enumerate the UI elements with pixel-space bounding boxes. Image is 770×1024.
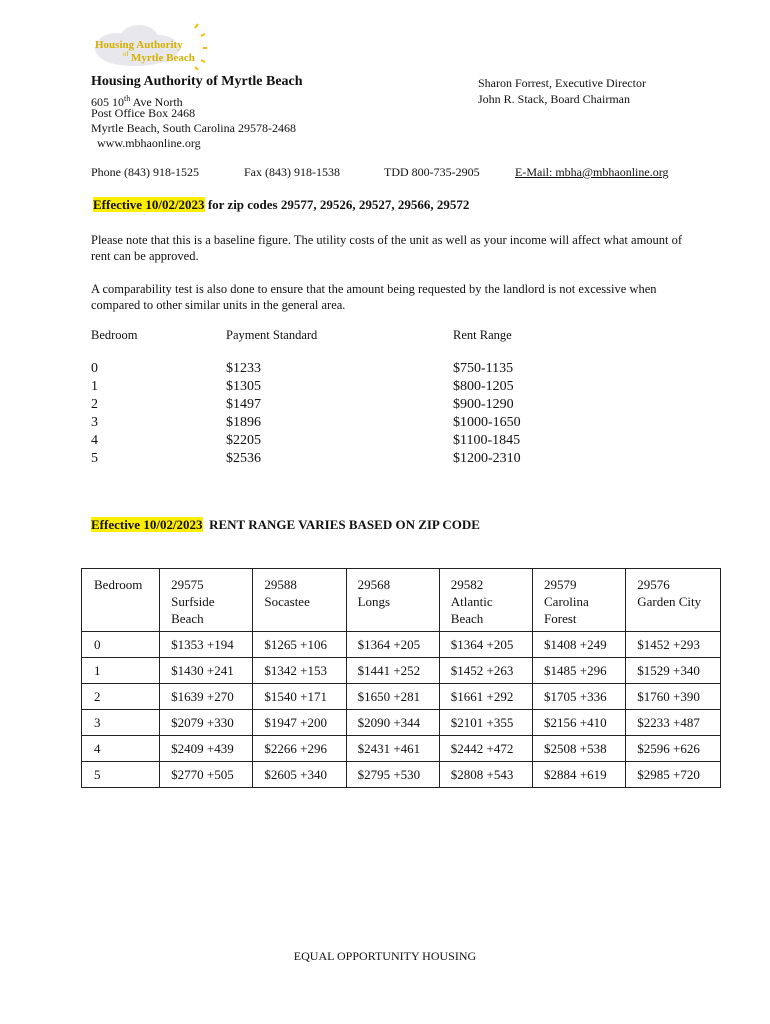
rent-cell: $1441 +252	[346, 658, 439, 684]
rent-range-list	[453, 360, 521, 468]
rent-cell: $2770 +505	[160, 762, 253, 788]
effective-date-heading-1: Effective 10/02/2023 for zip codes 29577, 29526, 29527, 29566, 29572	[93, 197, 470, 212]
table-row	[82, 736, 721, 762]
rent-cell: $2596 +626	[626, 736, 721, 762]
website-link[interactable]: www.mbhaonline.org	[97, 136, 201, 150]
payment-standard-value: $1896	[226, 415, 261, 430]
rent-cell: $2090 +344	[346, 710, 439, 736]
housing-authority-logo	[87, 20, 207, 70]
table-header-row	[82, 569, 721, 632]
email-link[interactable]: E-Mail: mbha@mbhaonline.org	[515, 165, 669, 179]
payment-standard-value: $2536	[226, 451, 261, 466]
bedroom-value: 2	[91, 397, 98, 412]
rent-cell: $2884 +619	[533, 762, 626, 788]
payment-standard-value: $1497	[226, 397, 261, 412]
rent-cell: $1485 +296	[533, 658, 626, 684]
table-row	[82, 632, 721, 658]
zip-header-cell: 29575 Surfside Beach	[160, 569, 253, 632]
equal-opportunity-footer: EQUAL OPPORTUNITY HOUSING	[293, 949, 477, 963]
rent-cell: $2808 +543	[439, 762, 532, 788]
payment-standard-column-header: Payment Standard	[226, 328, 318, 342]
rent-cell: $2101 +355	[439, 710, 532, 736]
rent-cell: $1353 +194	[160, 632, 253, 658]
rent-cell: $2985 +720	[626, 762, 721, 788]
rent-cell: $1408 +249	[533, 632, 626, 658]
zip-header-cell: 29568 Longs	[346, 569, 439, 632]
zip-header-cell: 29579 Carolina Forest	[533, 569, 626, 632]
bedroom-value: 3	[91, 415, 98, 430]
rent-cell: $2266 +296	[253, 736, 346, 762]
payment-standard-value: $1305	[226, 379, 261, 394]
rent-cell: $1529 +340	[626, 658, 721, 684]
zip-rent-table	[81, 568, 721, 788]
rent-range-value: $800-1205	[453, 379, 514, 394]
rent-cell: $2605 +340	[253, 762, 346, 788]
rent-cell: $2079 +330	[160, 710, 253, 736]
rent-cell: $1430 +241	[160, 658, 253, 684]
address-line-2: Post Office Box 2468	[91, 106, 196, 120]
rent-range-value: $1000-1650	[453, 415, 521, 430]
address-line-3: Myrtle Beach, South Carolina 29578-2468	[91, 121, 296, 135]
comparability-note: A comparability test is also done to ensure that the amount being requested by the landlord is not excessive when compared to other similar units in the general area.	[91, 282, 657, 312]
payment-standard-value: $1233	[226, 361, 261, 376]
rent-cell: $2795 +530	[346, 762, 439, 788]
rent-cell: $1639 +270	[160, 684, 253, 710]
bedroom-value: 4	[91, 433, 98, 448]
logo-text-1: Housing Authority	[95, 39, 183, 51]
bedroom-cell: 1	[82, 658, 160, 684]
rent-cell: $1947 +200	[253, 710, 346, 736]
address-line-1: 605 10th Ave North	[91, 94, 183, 109]
phone-number: Phone (843) 918-1525	[91, 165, 199, 179]
rent-range-value: $1100-1845	[453, 433, 521, 448]
rent-cell: $2156 +410	[533, 710, 626, 736]
payment-standard-list	[226, 360, 261, 468]
bedroom-cell: 4	[82, 736, 160, 762]
tdd-number: TDD 800-735-2905	[384, 165, 480, 179]
bedroom-cell: 0	[82, 632, 160, 658]
effective-date-heading-2: Effective 10/02/2023 RENT RANGE VARIES BASED ON ZIP CODE	[91, 517, 480, 532]
bedroom-value: 0	[91, 361, 98, 376]
logo-text-3: Myrtle Beach	[131, 52, 195, 64]
logo-text-2: of	[123, 50, 129, 58]
effective-date-highlight-2: Effective 10/02/2023	[91, 517, 203, 532]
rent-cell: $1452 +263	[439, 658, 532, 684]
rent-cell: $1452 +293	[626, 632, 721, 658]
payment-standard-value: $2205	[226, 433, 261, 448]
baseline-note: Please note that this is a baseline figure. The utility costs of the unit as well as your income will affect what amount of rent can be approved.	[91, 233, 683, 263]
rent-cell: $1760 +390	[626, 684, 721, 710]
executive-director: Sharon Forrest, Executive Director	[478, 76, 646, 90]
bedroom-cell: 5	[82, 762, 160, 788]
rent-cell: $2508 +538	[533, 736, 626, 762]
rent-cell: $2233 +487	[626, 710, 721, 736]
effective-date-highlight: Effective 10/02/2023	[93, 197, 205, 212]
bedroom-header-cell: Bedroom	[82, 569, 160, 632]
rent-cell: $2431 +461	[346, 736, 439, 762]
rent-range-column-header: Rent Range	[453, 328, 512, 342]
organization-name: Housing Authority of Myrtle Beach	[91, 74, 303, 89]
rent-cell: $1650 +281	[346, 684, 439, 710]
bedroom-value: 5	[91, 451, 98, 466]
rent-cell: $1705 +336	[533, 684, 626, 710]
table-row	[82, 762, 721, 788]
rent-cell: $1540 +171	[253, 684, 346, 710]
table-row	[82, 658, 721, 684]
rent-range-value: $900-1290	[453, 397, 514, 412]
rent-cell: $1364 +205	[439, 632, 532, 658]
zip-header-cell: 29582 Atlantic Beach	[439, 569, 532, 632]
officers-block	[478, 75, 646, 107]
table-row	[82, 710, 721, 736]
bedroom-cell: 2	[82, 684, 160, 710]
rent-cell: $1265 +106	[253, 632, 346, 658]
rent-cell: $2442 +472	[439, 736, 532, 762]
bedroom-column-header: Bedroom	[91, 328, 138, 342]
rent-cell: $1661 +292	[439, 684, 532, 710]
board-chairman: John R. Stack, Board Chairman	[478, 92, 630, 106]
rent-range-value: $1200-2310	[453, 451, 521, 466]
rent-cell: $1342 +153	[253, 658, 346, 684]
zip-header-cell: 29576 Garden City	[626, 569, 721, 632]
bedroom-list	[91, 360, 98, 468]
bedroom-cell: 3	[82, 710, 160, 736]
zip-header-cell: 29588 Socastee	[253, 569, 346, 632]
table-row	[82, 684, 721, 710]
bedroom-value: 1	[91, 379, 98, 394]
rent-cell: $1364 +205	[346, 632, 439, 658]
rent-cell: $2409 +439	[160, 736, 253, 762]
rent-range-value: $750-1135	[453, 361, 514, 376]
fax-number: Fax (843) 918-1538	[244, 165, 340, 179]
